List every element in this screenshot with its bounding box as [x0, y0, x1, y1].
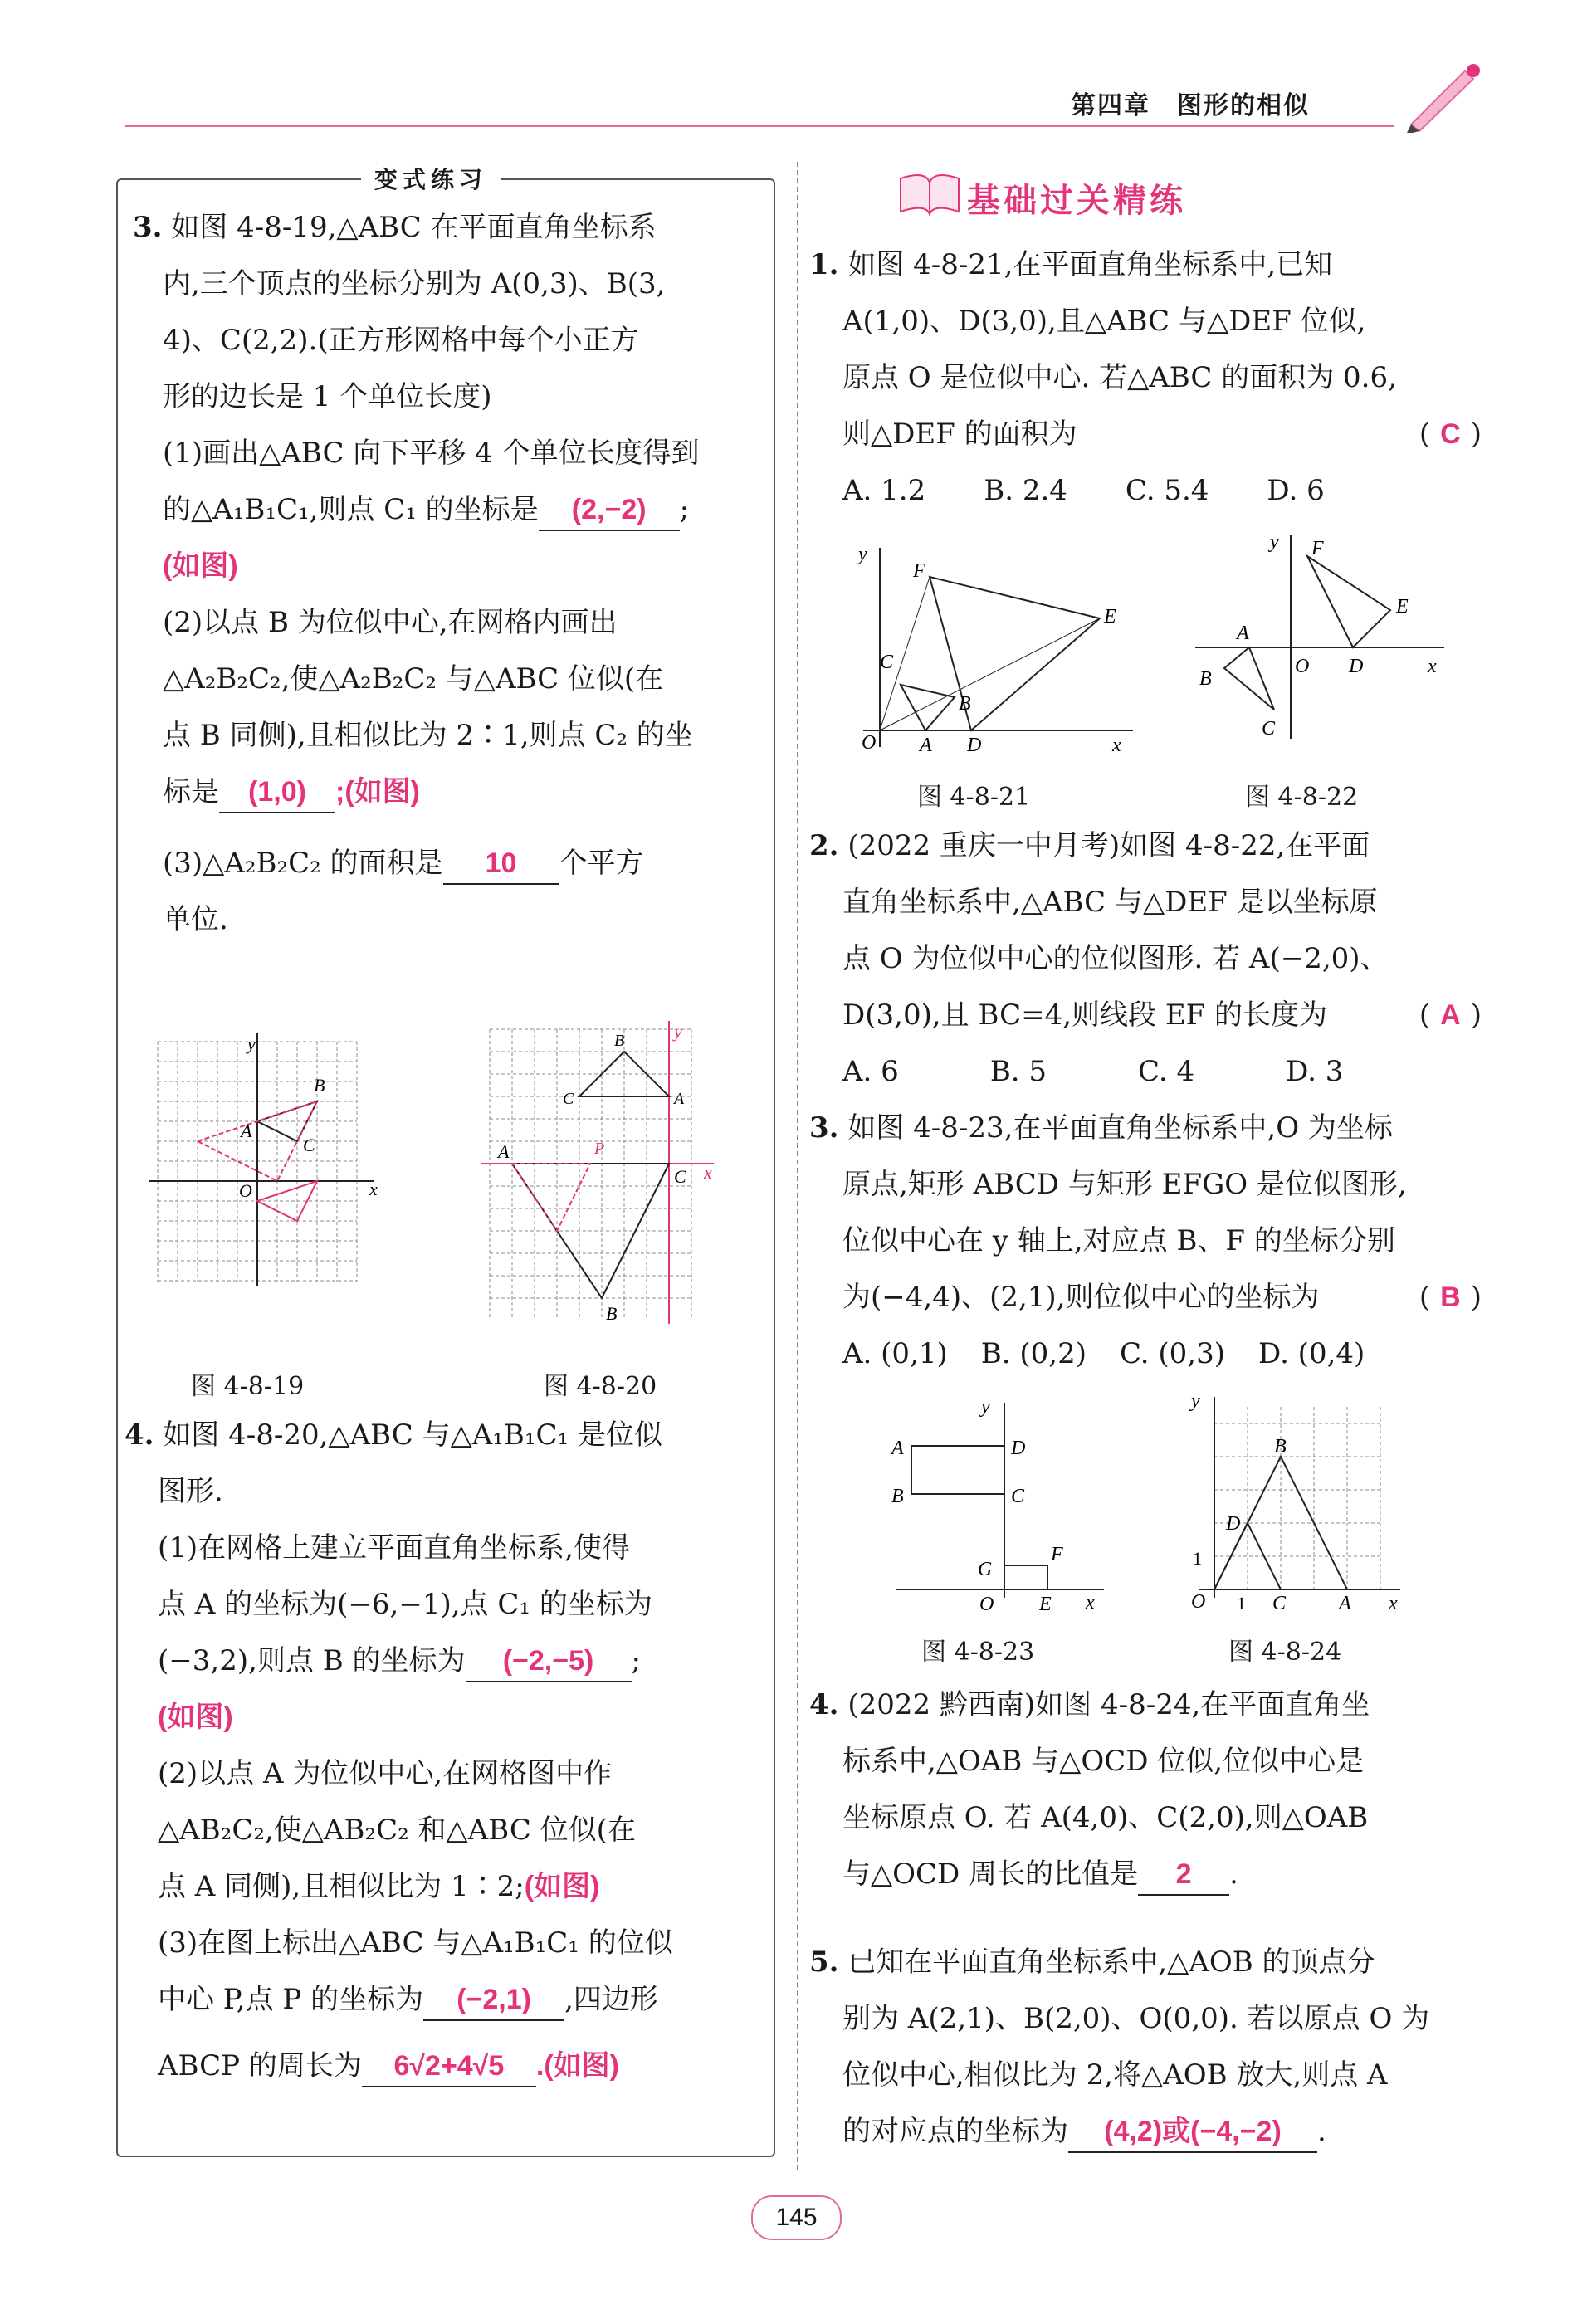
q-number: 2.	[809, 829, 839, 862]
svg-text:E: E	[1039, 1594, 1052, 1615]
svg-text:G: G	[978, 1559, 993, 1580]
stem-line: 的对应点的坐标为	[842, 2115, 1068, 2148]
figure-4-8-22	[1187, 531, 1461, 747]
svg-text:C: C	[1262, 718, 1276, 740]
answer-blank: (−2,1)	[423, 1980, 564, 2021]
stem-line: 与△OCD 周长的比值是	[842, 1858, 1139, 1891]
stem-line: 已知在平面直角坐标系中,△AOB 的顶点分	[847, 1946, 1375, 1979]
stem-line: 坐标原点 O. 若 A(4,0)、C(2,0),则△OAB	[842, 1801, 1369, 1834]
svg-text:C: C	[563, 1090, 574, 1108]
svg-text:x: x	[1086, 1592, 1095, 1614]
part-line: (2)以点 B 为位似中心,在网格内画出	[163, 606, 618, 639]
part-line: (2)以点 A 为位似中心,在网格图中作	[158, 1757, 613, 1790]
svg-text:D: D	[1226, 1513, 1241, 1535]
choice-answer: A	[1440, 999, 1461, 1031]
svg-text:E: E	[1104, 606, 1116, 627]
option: C. 4	[1138, 1055, 1195, 1088]
svg-text:y: y	[1270, 531, 1279, 553]
figure-caption: 图 4-8-23	[921, 1638, 1035, 1667]
chapter-title: 第四章 图形的相似	[1071, 91, 1310, 120]
answer-note: ;(如图)	[335, 776, 420, 808]
svg-text:E: E	[1396, 596, 1409, 618]
figure-caption: 图 4-8-21	[917, 783, 1031, 812]
option: B. 2.4	[984, 474, 1067, 507]
svg-text:O: O	[1295, 656, 1310, 677]
part-line: △AB₂C₂,使△AB₂C₂ 和△ABC 位似(在	[158, 1814, 636, 1847]
option: A. (0,1)	[842, 1337, 948, 1370]
stem-line: 图形.	[158, 1475, 223, 1508]
svg-text:A: A	[1237, 622, 1249, 644]
svg-text:x: x	[704, 1162, 712, 1183]
part-line: 个平方	[559, 847, 644, 880]
svg-text:y: y	[1191, 1390, 1200, 1412]
svg-text:B: B	[314, 1075, 325, 1096]
part-line: 单位.	[163, 903, 228, 936]
stem-line: 位似中心在 y 轴上,对应点 B、F 的坐标分别	[842, 1224, 1395, 1257]
option: D. 6	[1267, 474, 1325, 507]
svg-text:A: A	[920, 735, 932, 756]
stem-line: 原点,矩形 ABCD 与矩形 EFGO 是位似图形,	[842, 1168, 1407, 1201]
figure-caption: 图 4-8-24	[1228, 1638, 1342, 1667]
svg-text:x: x	[1389, 1593, 1398, 1614]
svg-text:D: D	[1011, 1438, 1026, 1459]
stem-line: 则△DEF 的面积为	[842, 417, 1077, 451]
svg-text:A: A	[1339, 1593, 1351, 1614]
svg-text:O: O	[979, 1594, 994, 1615]
q-number: 4.	[809, 1688, 839, 1721]
answer-blank: (−2,−5)	[466, 1641, 632, 1682]
option: C. 5.4	[1125, 474, 1209, 507]
svg-text:A: A	[498, 1141, 510, 1162]
svg-text:D: D	[1349, 656, 1364, 677]
stem-line: 如图 4-8-20,△ABC 与△A₁B₁C₁ 是位似	[163, 1418, 662, 1452]
stem-line: 原点 O 是位似中心. 若△ABC 的面积为 0.6,	[842, 361, 1397, 394]
option: D. 3	[1286, 1055, 1344, 1088]
option: B. (0,2)	[980, 1337, 1087, 1370]
figure-4-8-24	[1183, 1390, 1407, 1618]
part-line: △A₂B₂C₂,使△A₂B₂C₂ 与△ABC 位似(在	[163, 662, 664, 696]
part-line: (1)在网格上建立平面直角坐标系,使得	[158, 1531, 630, 1565]
svg-text:1: 1	[1193, 1548, 1202, 1569]
choice-answer: C	[1440, 418, 1461, 450]
svg-text:O: O	[1191, 1591, 1206, 1613]
part-line: (3)在图上标出△ABC 与△A₁B₁C₁ 的位似	[158, 1926, 673, 1960]
svg-text:x: x	[369, 1179, 378, 1199]
choice-answer: B	[1440, 1282, 1461, 1313]
svg-text:x: x	[1112, 735, 1121, 756]
q-number: 3.	[809, 1111, 839, 1145]
page-number: 145	[751, 2195, 842, 2240]
part-line: (1)画出△ABC 向下平移 4 个单位长度得到	[163, 437, 700, 470]
left-q4: 4. 如图 4-8-20,△ABC 与△A₁B₁C₁ 是位似 图形. (1)在网格上建立平面直角坐标系,使得 点 A 的坐标为(−6,−1),点 C₁ 的坐标为 (−3,2),则点 B 的坐标为 (−2,−5) ; (如图) (2)以点 A 为位似中心,在网格图中作 △AB₂C₂,使△AB₂C₂ 和△ABC 位似(在 点 A 同侧),且相似比为 1∶2;(如图) (3)在图上标出△ABC 与△A₁B₁C₁ 的位似 中心 P,点 P 的坐标为 (−2,1) ,四边形 ABCP 的周长为 6√2+4√5 .(如图)	[125, 1407, 764, 2094]
svg-text:F: F	[1311, 538, 1324, 559]
stem-line: (2022 黔西南)如图 4-8-24,在平面直角坐	[847, 1688, 1370, 1721]
option: D. (0,4)	[1258, 1337, 1365, 1370]
stem-line: 直角坐标系中,△ABC 与△DEF 是以坐标原	[842, 886, 1378, 919]
stem-line: 如图 4-8-21,在平面直角坐标系中,已知	[847, 248, 1333, 281]
stem-line: (2022 重庆一中月考)如图 4-8-22,在平面	[847, 829, 1370, 862]
answer-note: (如图)	[524, 1871, 600, 1902]
rectangle-efgo	[1004, 1565, 1047, 1589]
answer-blank: (2,−2)	[539, 490, 680, 531]
answer-note: (如图)	[158, 1702, 233, 1733]
right-q4: 4. (2022 黔西南)如图 4-8-24,在平面直角坐 标系中,△OAB 与△OCD 位似,位似中心是 坐标原点 O. 若 A(4,0)、C(2,0),则△OAB 与△OCD 周长的比值是 2 .	[809, 1677, 1490, 1902]
part-line: 标是	[163, 775, 219, 808]
svg-text:A: A	[674, 1090, 685, 1108]
answer-blank: (4,2)或(−4,−2)	[1068, 2112, 1317, 2153]
answer-note: .(如图)	[535, 2050, 619, 2082]
part-line: 中心 P,点 P 的坐标为	[158, 1983, 424, 2016]
grid	[1214, 1407, 1380, 1589]
triangle-ab2c2	[512, 1164, 590, 1231]
figure-4-8-20	[481, 1021, 722, 1328]
svg-text:C: C	[1011, 1486, 1025, 1507]
part-line: 点 A 同侧),且相似比为 1∶2;	[158, 1870, 525, 1903]
svg-text:y: y	[247, 1033, 256, 1054]
answer-blank: (1,0)	[219, 772, 335, 813]
svg-text:C: C	[303, 1135, 315, 1155]
triangle-def	[930, 577, 1100, 730]
q-number: 1.	[809, 248, 839, 281]
svg-text:y: y	[981, 1396, 990, 1418]
svg-text:O: O	[239, 1180, 252, 1201]
triangle-abc	[901, 685, 955, 730]
q-number: 4.	[125, 1418, 154, 1452]
stem-line: 标系中,△OAB 与△OCD 位似,位似中心是	[842, 1745, 1365, 1778]
answer-blank: 10	[443, 843, 559, 885]
svg-text:C: C	[880, 652, 894, 673]
svg-text:B: B	[1274, 1436, 1287, 1457]
stem-line: 4)、C(2,2).(正方形网格中每个小正方	[163, 324, 639, 357]
svg-text:y: y	[858, 544, 867, 565]
figure-caption: 图 4-8-19	[191, 1372, 305, 1401]
stem-line: 形的边长是 1 个单位长度)	[163, 380, 492, 413]
left-q3: 3. 如图 4-8-19,△ABC 在平面直角坐标系 内,三个顶点的坐标分别为 A(0,3)、B(3, 4)、C(2,2).(正方形网格中每个小正方 形的边长是 1 个单位长度) (1)画出△ABC 向下平移 4 个单位长度得到 的△A₁B₁C₁,则点 C₁ 的坐标是 (2,−2) ; (如图) (2)以点 B 为位似中心,在网格内画出 △A₂B₂C₂,使△A₂B₂C₂ 与△ABC 位似(在 点 B 同侧),且相似比为 2∶1,则点 C₂ 的坐 标是 (1,0) ;(如图) (3)△A₂B₂C₂ 的面积是 10 个平方 单位.	[133, 199, 764, 948]
part-line: 点 B 同侧),且相似比为 2∶1,则点 C₂ 的坐	[163, 719, 693, 752]
svg-text:A: A	[891, 1438, 904, 1459]
header-rule	[125, 124, 1394, 127]
variant-practice-banner: 变式练习	[361, 162, 501, 198]
stem-line: 如图 4-8-19,△ABC 在平面直角坐标系	[171, 211, 657, 244]
book-icon	[896, 166, 963, 216]
svg-text:B: B	[1199, 668, 1212, 690]
svg-text:C: C	[674, 1166, 686, 1187]
q-number: 5.	[809, 1946, 839, 1979]
part-line: 点 A 的坐标为(−6,−1),点 C₁ 的坐标为	[158, 1588, 652, 1621]
svg-text:B: B	[959, 693, 971, 715]
stem-line: 点 O 为位似中心的位似图形. 若 A(−2,0)、	[842, 942, 1389, 975]
svg-text:y: y	[674, 1021, 682, 1042]
option: A. 6	[842, 1055, 899, 1088]
svg-text:D: D	[967, 735, 982, 756]
stem-line: 别为 A(2,1)、B(2,0)、O(0,0). 若以原点 O 为	[842, 2002, 1430, 2035]
stem-line: D(3,0),且 BC=4,则线段 EF 的长度为	[842, 998, 1328, 1032]
svg-text:B: B	[614, 1032, 625, 1050]
option: B. 5	[989, 1055, 1047, 1088]
option: A. 1.2	[842, 474, 926, 507]
svg-text:P: P	[594, 1140, 605, 1158]
basic-practice-banner: 基础过关精练	[967, 181, 1186, 220]
svg-text:B: B	[606, 1303, 618, 1324]
answer-blank: 6√2+4√5	[362, 2046, 536, 2087]
figure-4-8-19	[149, 1033, 398, 1291]
stem-line: 如图 4-8-23,在平面直角坐标系中,O 为坐标	[847, 1111, 1393, 1145]
figure-4-8-23	[880, 1394, 1112, 1618]
svg-text:A: A	[241, 1120, 252, 1141]
right-q3: 3. 如图 4-8-23,在平面直角坐标系中,O 为坐标 原点,矩形 ABCD 与矩形 EFGO 是位似图形, 位似中心在 y 轴上,对应点 B、F 的坐标分别 为(−4,4)、(2,1),则位似中心的坐标为 ( B ) A. (0,1) B. (0,2) C. (0,3) D. (0,4)	[809, 1100, 1490, 1382]
svg-text:F: F	[913, 560, 925, 582]
stem-line: 内,三个顶点的坐标分别为 A(0,3)、B(3,	[163, 267, 666, 300]
column-divider	[797, 162, 798, 2170]
q-number: 3.	[133, 211, 163, 244]
part-line: (3)△A₂B₂C₂ 的面积是	[163, 847, 443, 880]
stem-line: A(1,0)、D(3,0),且△ABC 与△DEF 位似,	[842, 305, 1366, 338]
rectangle-abcd	[911, 1446, 1004, 1494]
part-line: (−3,2),则点 B 的坐标为	[158, 1644, 466, 1677]
triangle-abc	[1224, 647, 1274, 710]
option: C. (0,3)	[1119, 1337, 1226, 1370]
figure-caption: 图 4-8-20	[544, 1372, 657, 1401]
part-line: ,四边形	[564, 1983, 658, 2016]
right-q1: 1. 如图 4-8-21,在平面直角坐标系中,已知 A(1,0)、D(3,0),且△ABC 与△DEF 位似, 原点 O 是位似中心. 若△ABC 的面积为 0.6, 则△DEF 的面积为 ( C ) A. 1.2 B. 2.4 C. 5.4 D. 6	[809, 237, 1490, 519]
stem-line: 位似中心,相似比为 2,将△AOB 放大,则点 A	[842, 2058, 1388, 2092]
answer-note: (如图)	[163, 550, 238, 582]
right-q5: 5. 已知在平面直角坐标系中,△AOB 的顶点分 别为 A(2,1)、B(2,0)、O(0,0). 若以原点 O 为 位似中心,相似比为 2,将△AOB 放大,则点 A 的对应点的坐标为 (4,2)或(−4,−2) .	[809, 1934, 1490, 2160]
answer-blank: 2	[1138, 1854, 1229, 1896]
figure-4-8-21	[847, 540, 1145, 764]
part-line: ABCP 的周长为	[158, 2049, 362, 2082]
triangle-def	[1307, 556, 1390, 647]
stem-line: 为(−4,4)、(2,1),则位似中心的坐标为	[842, 1281, 1320, 1314]
figure-caption: 图 4-8-22	[1245, 783, 1359, 812]
pencil-icon	[1394, 58, 1486, 133]
part-line: 的△A₁B₁C₁,则点 C₁ 的坐标是	[163, 493, 539, 526]
svg-text:F: F	[1051, 1544, 1063, 1565]
svg-text:C: C	[1272, 1593, 1287, 1614]
svg-text:B: B	[891, 1486, 904, 1507]
svg-text:1: 1	[1237, 1593, 1246, 1614]
svg-text:O: O	[862, 732, 877, 754]
triangle-ocd	[1214, 1523, 1281, 1589]
svg-text:x: x	[1428, 656, 1437, 677]
right-q2: 2. (2022 重庆一中月考)如图 4-8-22,在平面 直角坐标系中,△ABC 与△DEF 是以坐标原 点 O 为位似中心的位似图形. 若 A(−2,0)、 D(3,0),且 BC=4,则线段 EF 的长度为 ( A ) A. 6 B. 5 C. 4 D. 3	[809, 818, 1490, 1100]
